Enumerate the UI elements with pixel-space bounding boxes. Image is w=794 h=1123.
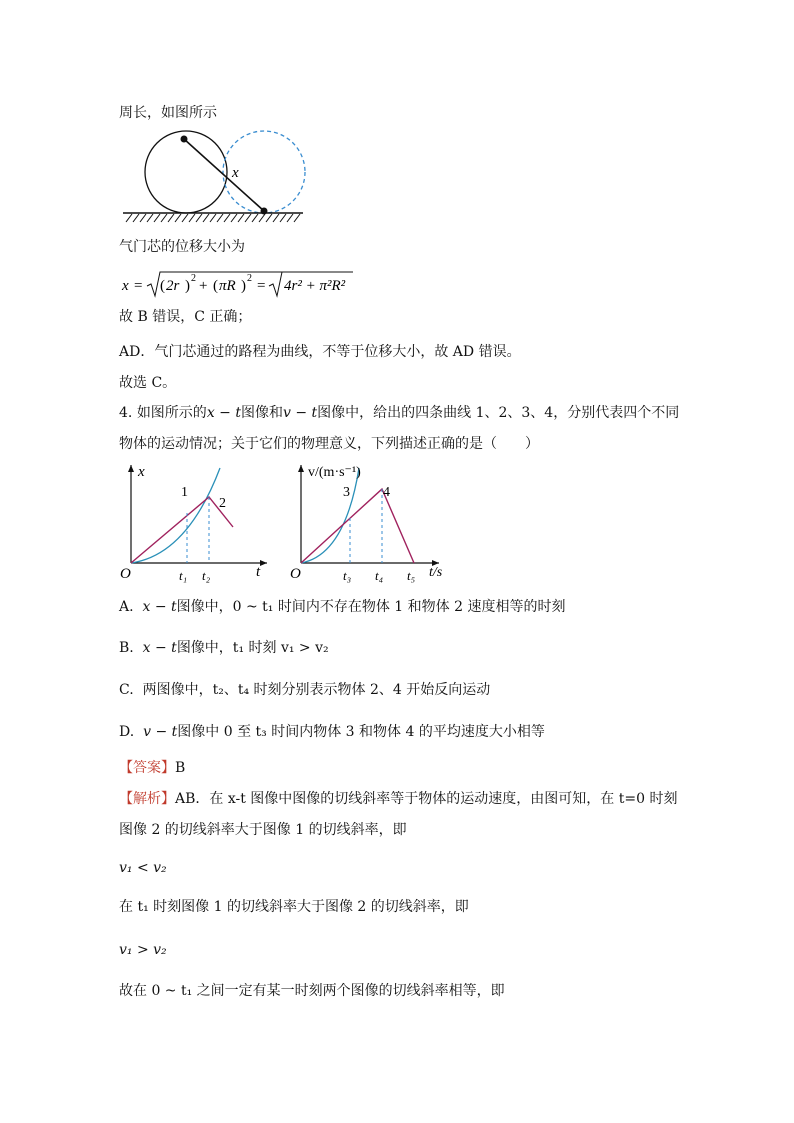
xt-line-2 bbox=[131, 497, 233, 563]
valve-point-start bbox=[181, 136, 188, 143]
svg-text:+: + bbox=[199, 278, 208, 294]
analysis-line-2: 图像 2 的切线斜率大于图像 1 的切线斜率，即 bbox=[119, 822, 407, 838]
option-d[interactable]: D. v − t图像中 0 至 t₃ 时间内物体 3 和物体 4 的平均速度大小相等 bbox=[119, 724, 545, 740]
option-c[interactable]: C. 两图像中，t₂、t₄ 时刻分别表示物体 2、4 开始反向运动 bbox=[119, 682, 491, 698]
displacement-label: x bbox=[232, 165, 239, 181]
xt-tick-t2: t₂ bbox=[202, 568, 211, 583]
vt-graph bbox=[287, 460, 457, 585]
analysis-eq-2: v₁ > v₂ bbox=[119, 942, 167, 958]
analysis-line-4: 故在 0 ~ t₁ 之间一定有某一时刻两个图像的切线斜率相等，即 bbox=[119, 983, 505, 999]
conclusion-ad: AD．气门芯通过的路程为曲线，不等于位移大小，故 AD 错误。 bbox=[119, 344, 521, 360]
vt-origin: O bbox=[290, 566, 301, 582]
question-line-1: 4. 如图所示的x − t图像和v − t图像中，给出的四条曲线 1、2、3、4，分别代表四个不同 bbox=[119, 405, 680, 421]
xt-curve-label-2: 2 bbox=[219, 496, 226, 511]
svg-text:=: = bbox=[257, 278, 266, 294]
xt-graph bbox=[117, 460, 277, 585]
answer-tag: 【答案】 bbox=[119, 760, 175, 776]
final-choice: 故选 C。 bbox=[119, 375, 177, 391]
vt-tick-t4: t₄ bbox=[375, 568, 384, 583]
vt-line-4 bbox=[301, 489, 414, 563]
displacement-formula bbox=[119, 268, 359, 300]
intro-text: 周长，如图所示 bbox=[119, 105, 217, 121]
svg-text:πR: πR bbox=[219, 278, 236, 294]
svg-text:2: 2 bbox=[191, 273, 196, 284]
svg-text:): ) bbox=[185, 278, 190, 294]
question-line-2: 物体的运动情况；关于它们的物理意义，下列描述正确的是（ ） bbox=[119, 436, 539, 452]
xt-y-label: x bbox=[138, 464, 145, 480]
analysis-line-1: 【解析】AB．在 x-t 图像中图像的切线斜率等于物体的运动速度，由图可知，在 t=0 时刻 bbox=[119, 791, 678, 807]
xt-curve-1 bbox=[131, 468, 220, 563]
svg-text:4r² + π²R²: 4r² + π²R² bbox=[284, 278, 346, 294]
vt-curve-label-3: 3 bbox=[343, 485, 350, 500]
svg-text:x: x bbox=[122, 278, 129, 294]
svg-text:(: ( bbox=[213, 278, 218, 294]
vt-tick-t5: t₅ bbox=[407, 568, 416, 583]
vt-tick-t3: t₃ bbox=[343, 568, 352, 583]
solid-circle bbox=[145, 131, 227, 213]
circle-figure bbox=[118, 130, 308, 230]
svg-text:(: ( bbox=[160, 278, 165, 294]
displacement-intro: 气门芯的位移大小为 bbox=[119, 239, 245, 255]
option-b[interactable]: B. x − t图像中，t₁ 时刻 v₁ > v₂ bbox=[119, 640, 329, 656]
analysis-line-3: 在 t₁ 时刻图像 1 的切线斜率大于图像 2 的切线斜率，即 bbox=[119, 899, 469, 915]
ground-hatch bbox=[126, 214, 300, 222]
svg-text:): ) bbox=[241, 278, 246, 294]
vt-curve-label-4: 4 bbox=[383, 485, 390, 500]
xt-curve-label-1: 1 bbox=[181, 485, 188, 500]
xt-tick-t1: t₁ bbox=[179, 568, 188, 583]
option-a[interactable]: A. x − t图像中，0 ~ t₁ 时间内不存在物体 1 和物体 2 速度相等的时刻 bbox=[119, 599, 566, 615]
analysis-eq-1: v₁ < v₂ bbox=[119, 860, 167, 876]
xt-x-label: t bbox=[256, 564, 261, 580]
answer-line bbox=[119, 758, 185, 778]
answer-value: B bbox=[175, 760, 186, 776]
vt-y-label: v/(m·s⁻¹) bbox=[308, 465, 361, 480]
svg-text:2r: 2r bbox=[166, 278, 180, 294]
displacement-line bbox=[184, 139, 264, 211]
vt-x-label: t/s bbox=[429, 565, 443, 580]
svg-text:2: 2 bbox=[247, 273, 252, 284]
xt-origin: O bbox=[120, 566, 131, 582]
analysis-tag: 【解析】 bbox=[119, 791, 175, 807]
conclusion-b: 故 B 错误，C 正确； bbox=[119, 309, 252, 325]
svg-text:=: = bbox=[134, 278, 143, 294]
